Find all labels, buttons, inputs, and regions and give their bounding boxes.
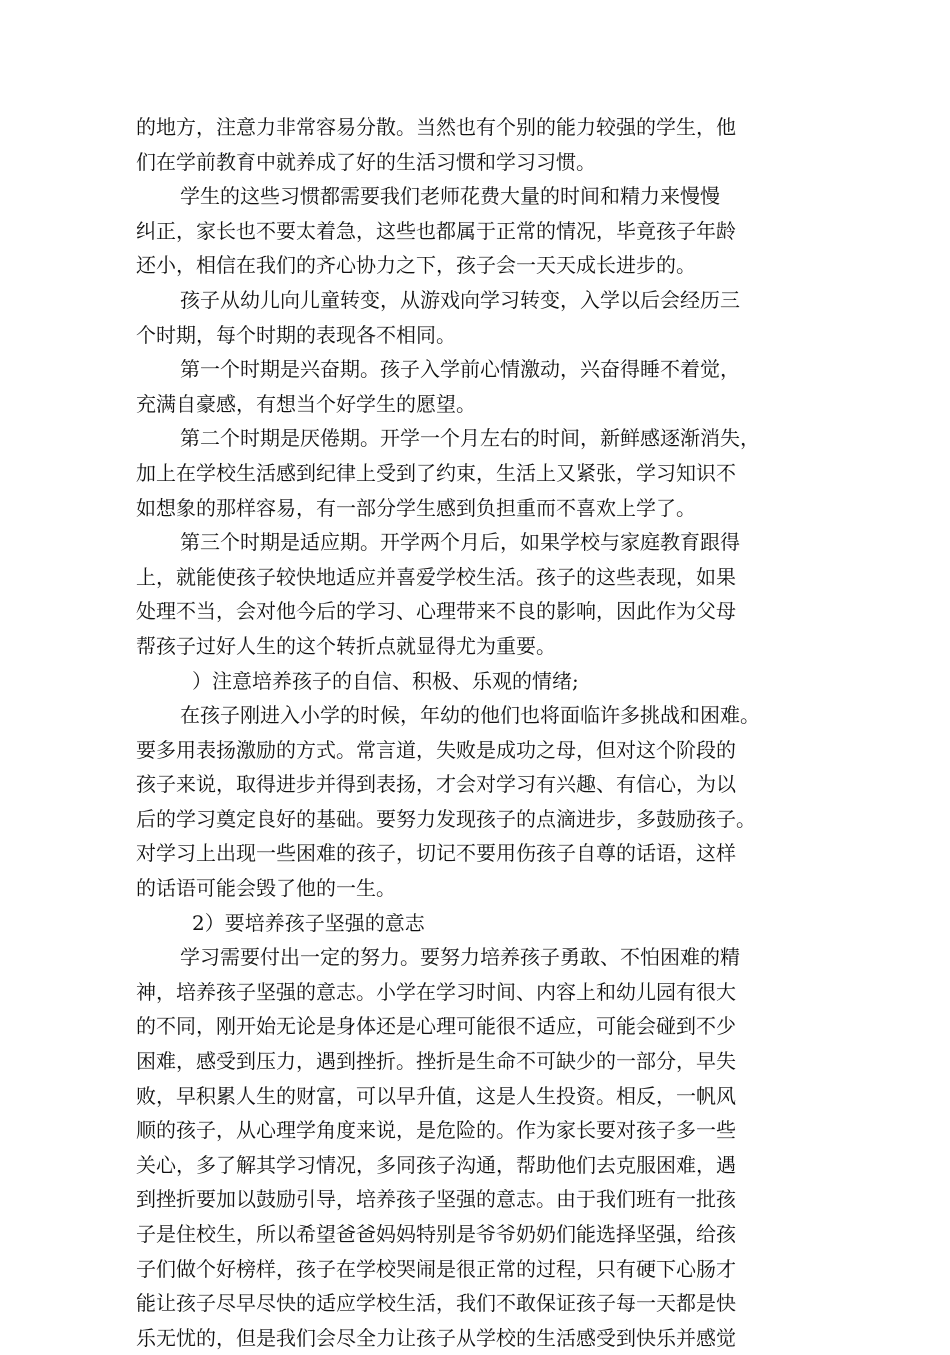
text-line: 的地方，注意力非常容易分散。当然也有个别的能力较强的学生，他 [136,115,736,139]
text-line: 的不同，刚开始无论是身体还是心理可能很不适应，可能会碰到不少 [136,1014,736,1039]
text-line: 纠正，家长也不要太着急，这些也都属于正常的情况，毕竟孩子年龄 [136,218,736,243]
text-line: 孩子来说，取得进步并得到表扬，才会对学习有兴趣、有信心，为以 [136,772,736,797]
text-line: 败，早积累人生的财富，可以早升值，这是人生投资。相反，一帆风 [136,1083,736,1108]
text-line: 到挫折要加以鼓励引导，培养孩子坚强的意志。由于我们班有一批孩 [136,1187,736,1212]
text-line: 第三个时期是适应期。开学两个月后，如果学校与家庭教育跟得 [180,530,740,555]
text-line: 的话语可能会毁了他的一生。 [136,876,396,901]
text-line: 要多用表扬激励的方式。常言道，失败是成功之母，但对这个阶段的 [136,737,736,762]
text-line: 们在学前教育中就养成了好的生活习惯和学习习惯。 [136,149,596,174]
text-line: 充满自豪感，有想当个好学生的愿望。 [136,391,476,416]
text-line: 学生的这些习惯都需要我们老师花费大量的时间和精力来慢慢 [180,184,720,209]
text-line: 子是住校生，所以希望爸爸妈妈特别是爷爷奶奶们能选择坚强，给孩 [136,1222,736,1246]
text-line: 子们做个好榜样，孩子在学校哭闹是很正常的过程，只有硬下心肠才 [136,1256,736,1281]
document-body [136,110,808,1355]
text-line: 能让孩子尽早尽快的适应学校生活，我们不敢保证孩子每一天都是快 [136,1291,736,1316]
text-line: ）注意培养孩子的自信、积极、乐观的情绪; [192,668,579,693]
text-line: 还小，相信在我们的齐心协力之下，孩子会一天天成长进步的。 [136,253,696,278]
text-line: 处理不当，会对他今后的学习、心理带来不良的影响，因此作为父母 [136,599,736,624]
text-line: 困难，感受到压力，遇到挫折。挫折是生命不可缺少的一部分，早失 [136,1049,736,1074]
text-line: 关心，多了解其学习情况，多同孩子沟通，帮助他们去克服困难，遇 [136,1152,736,1177]
text-line: 对学习上出现一些困难的孩子，切记不要用伤孩子自尊的话语，这样 [136,841,736,866]
text-line: 在孩子刚进入小学的时候，年幼的他们也将面临许多挑战和困难。 [180,703,760,728]
text-line: 如想象的那样容易，有一部分学生感到负担重而不喜欢上学了。 [136,495,696,520]
text-line: 神，培养孩子坚强的意志。小学在学习时间、内容上和幼儿园有很大 [136,979,736,1004]
text-line: 顺的孩子，从心理学角度来说，是危险的。作为家长要对孩子多一些 [136,1118,736,1143]
text-line: 第一个时期是兴奋期。孩子入学前心情激动，兴奋得睡不着觉， [180,357,740,382]
text-line: 学习需要付出一定的努力。要努力培养孩子勇敢、不怕困难的精 [180,945,740,970]
text-line: 加上在学校生活感到纪律上受到了约束，生活上又紧张，学习知识不 [136,460,736,485]
text-line: 乐无忧的，但是我们会尽全力让孩子从学校的生活感受到快乐并感觉 [136,1325,736,1350]
text-line: 2）要培养孩子坚强的意志 [192,910,425,935]
text-line: 上，就能使孩子较快地适应并喜爱学校生活。孩子的这些表现，如果 [136,564,736,589]
text-line: 孩子从幼儿向儿童转变，从游戏向学习转变，入学以后会经历三 [180,287,740,312]
text-line: 个时期，每个时期的表现各不相同。 [136,322,456,347]
text-line: 第二个时期是厌倦期。开学一个月左右的时间，新鲜感逐渐消失， [180,426,760,451]
text-line: 帮孩子过好人生的这个转折点就显得尤为重要。 [136,633,556,658]
text-line: 后的学习奠定良好的基础。要努力发现孩子的点滴进步，多鼓励孩子。 [136,806,756,831]
